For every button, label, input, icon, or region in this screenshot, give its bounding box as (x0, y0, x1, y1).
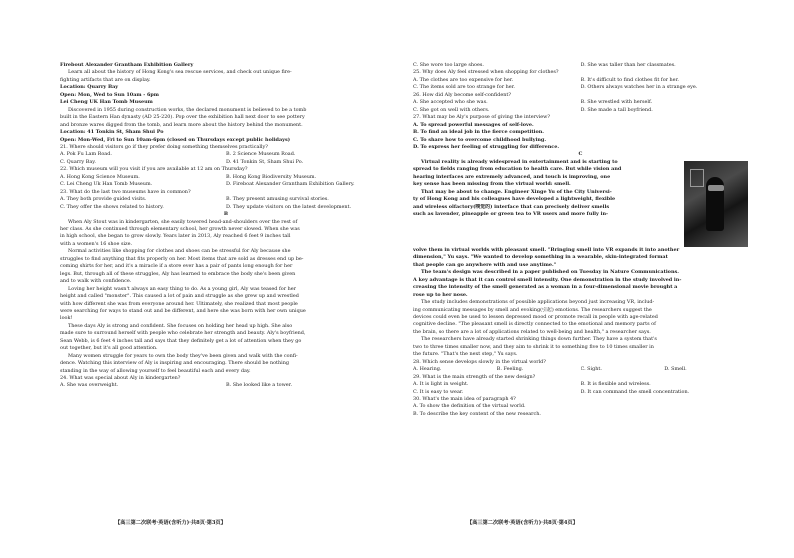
paragraph-start-line: Many women struggle for years to own the body they've been given and walk with the confi- (68, 352, 298, 359)
answer-option: C. Sight. (580, 366, 602, 373)
answer-option: C. She got on well with others. (413, 106, 490, 113)
text-line: coming shirts for her, and it's a miracle if a store ever has a pair of pants long enough for her (60, 263, 293, 270)
answer-option: D. She was taller than her classmates. (580, 62, 676, 68)
paragraph-start-line: Learn all about the history of Hong Kong's sea rescue services, and check out unique fire- (68, 69, 292, 76)
answer-options-row (413, 99, 748, 106)
bold-text-line: and wireless olfactory(嗅觉的) interface that can precisely deliver smells (413, 203, 610, 210)
bold-text-line: B. To find an ideal job in the fierce competition. (413, 129, 544, 136)
text-line: the future. "That's the next step," Yu says. (413, 351, 518, 358)
answer-option: C. It is easy to wear. (413, 388, 464, 395)
question-stem: 30. What's the main idea of paragraph 4? (413, 395, 516, 402)
answer-option: A. It is light in weight. (413, 381, 469, 388)
answer-options-row (413, 389, 748, 396)
bold-text-line: Lei Cheng UK Han Tomb Museum (60, 99, 153, 106)
footer-left: 【高三第二次联考·英语(含听力)·共8页·第3页】 (115, 520, 226, 526)
answer-option: C. The items sold are too strange for her. (413, 84, 515, 91)
answer-option: A. Hong Kong Science Museum. (60, 173, 140, 180)
text-line: fighting artifacts that are on display. (60, 76, 151, 83)
bold-text-line: A. To spread powerful messages of self-love. (413, 121, 534, 128)
paragraph-start-line: The study includes demonstrations of possible applications beyond just increasing VR, includ- (421, 299, 655, 306)
text-line: with a women's 16 shoe size. (60, 240, 133, 247)
answer-options-row (60, 196, 392, 203)
question-stem: 29. What is the main strength of the new design? (413, 373, 536, 380)
question-stem: 25. Why does Aly feel stressed when shopping for clothes? (413, 69, 559, 76)
text-line: out together, but it's all good attention. (60, 345, 158, 352)
question-stem: 23. What do the last two museums have in common? (60, 188, 191, 195)
passage-c-intro-text (413, 159, 678, 219)
footer-right: 【高三第二次联考·英语(含听力)·共8页·第4页】 (467, 520, 578, 526)
bold-text-line: volve them in virtual worlds with pleasant smell. "Bringing smell into VR expands it into another (413, 246, 680, 253)
bold-text-line: dimension," Yu says. "We wanted to develop something in a wearable, skin-integrated format (413, 254, 668, 261)
bold-text-line: D. To express her feeling of struggling for difference. (413, 143, 560, 150)
section-heading: C (578, 151, 583, 158)
question-stem: 27. What may be Aly's purpose of giving the interview? (413, 114, 550, 121)
answer-options-row (60, 382, 392, 389)
answer-option: D. Fireboat Alexander Grantham Exhibition Gallery. (226, 181, 355, 188)
text-line: standing in the way of allowing yourself to feel beautiful each and every day. (60, 367, 251, 374)
question-stem: 28. Which sense develops slowly in the virtual world? (413, 358, 546, 365)
left-page-column (60, 62, 392, 390)
text-line: height and called "monster". This caused a lot of pain and struggle as she grew up and wrestled (60, 293, 299, 300)
paragraph-start-line: These days Aly is strong and confident. She focuses on holding her head up high. She also (68, 322, 293, 329)
text-line: Sean Webb, is 6 feet 4 inches tall and says that they definitely get a lot of attention when they go (60, 337, 302, 344)
answer-option: C. She wore too large shoes. (413, 62, 484, 68)
answer-option: D. 41 Tonkin St, Sham Shui Po. (226, 158, 304, 165)
text-line: and to walk with confidence. (60, 278, 132, 285)
answer-options-row (60, 174, 392, 181)
bold-text-line: Open: Mon-Wed, Fri to Sun 10am-6pm (closed on Thursdays except public holidays) (60, 136, 291, 143)
text-line: ing communicating messages by smell and evoking(引起) emotions. The researchers suggest the (413, 306, 652, 313)
question-stem: 24. What was special about Aly in kindergarten? (60, 375, 181, 382)
answer-option: B. She wrestled with herself. (580, 99, 653, 106)
bold-text-line: creasing the intensity of the smell generated as a woman in a four-dimensional movie brought a (413, 284, 678, 291)
bold-text-line: rose up to her nose. (413, 291, 468, 298)
bold-text-line: that people can go anywhere with and use anytime." (413, 261, 557, 268)
text-line: built in the Eastern Han dynasty (AD 25-220). Pop over the exhibition hall next door to see pottery (60, 114, 305, 121)
answer-options-row (413, 107, 748, 114)
text-line: dence. Watching this interview of Aly is inspiring and encouraging. There should be nothing (60, 360, 290, 367)
text-line: devices could even be used to lessen depressed mood or promote recall in people with age-related (413, 313, 658, 320)
text-line: look! (60, 315, 73, 322)
text-line: cognitive decline. "The pleasant smell is directly connected to the emotional and memory parts of (413, 321, 656, 328)
paragraph-start-line: Loving her height wasn't always an easy thing to do. As a young girl, Aly was teased for her (68, 285, 297, 292)
bold-text-line: Firebout Alexander Grantham Exhibition Gallery (60, 62, 194, 68)
question-stem: 26. How did Aly become self-confident? (413, 91, 511, 98)
text-line: made sure to surround herself with people who celebrate her strength and beauty. Aly's boyfriend, (60, 330, 306, 337)
bold-text-line: Location: Quarry Bay (60, 84, 119, 91)
answer-option: D. It can command the smell concentration. (580, 388, 690, 395)
answer-options-row (413, 84, 748, 91)
bold-text-line: spread to fields ranging from education to health care. But while vision and (413, 166, 622, 173)
right-top-block (413, 62, 748, 159)
answer-option: A. Hearing. (413, 366, 442, 373)
answer-option: B. Hong Kong Biodiversity Museum. (226, 173, 317, 180)
paragraph-start-line: The team's design was described in a paper published on Tuesday in Nature Communications. (421, 269, 679, 276)
answer-option: B. It's difficult to find clothes fit for her. (580, 76, 679, 83)
answer-options-row (60, 159, 392, 166)
answer-option: D. She made a tall boyfriend. (580, 106, 653, 113)
answer-option: A. She was overweight. (60, 382, 119, 389)
question-stem: 21. Where should visitors go if they prefer doing something themselves practically? (60, 143, 268, 150)
passage-c-intro (413, 159, 748, 247)
answer-options-row (60, 181, 392, 188)
paragraph-start-line: The researchers have already started shrinking things down further. They have a system that's (421, 336, 657, 343)
answer-options-row (413, 381, 748, 388)
text-line: two to three times smaller now, and they aim to shrink it to something five to 10 times smaller in (413, 343, 654, 350)
text-line: her class. As she continued through elementary school, her growth never slowed. When she was (60, 225, 300, 232)
paragraph-start-line: When Aly Stout was in kindergarten, she easily towered head-and-shoulders over the rest of (68, 218, 298, 225)
right-bottom-block (413, 247, 748, 418)
text-line: legs. But, through all of these struggles, Aly has learned to embrace the body she's been given (60, 270, 296, 277)
bold-text-line: C. To share how to overcome childhood bullying. (413, 136, 547, 143)
text-line: in high school, she began to grow slowly. Years later in 2013, Aly reached 6 feet 9 inches tall (60, 233, 291, 240)
answer-option: B. 2 Science Museum Road. (226, 151, 296, 158)
answer-option: A. Pok Fu Lam Road. (60, 151, 112, 158)
answer-option: D. They update visitors on the latest development. (226, 203, 352, 210)
answer-options-row (60, 151, 392, 158)
text-line: A. To show the definition of the virtual world. (413, 403, 526, 410)
question-stem: 22. Which museum will you visit if you are available at 12 am on Thursday? (60, 166, 248, 173)
bold-text-line: hearing interfaces are extremely advanced, and touch is improving, one (413, 173, 611, 180)
bold-text-line: ty of Hong Kong and his colleagues have developed a lightweight, flexible (413, 196, 616, 203)
right-page-column (413, 62, 748, 418)
bold-text-line: Open: Mon, Wed to Sun 10am - 6pm (60, 91, 159, 98)
answer-options-row (413, 366, 748, 373)
vr-headset-icon (708, 185, 724, 191)
answer-option: A. She accepted who she was. (413, 99, 488, 106)
text-line: with how different she was from everyone around her. Ultimately, she realized that most people (60, 300, 298, 307)
text-line: struggles to find anything that fits properly on her. Most items that are sold as dresses end up be- (60, 255, 304, 262)
bold-text-line: such as lavender, pineapple or green tea to VR users and more fully in- (413, 211, 609, 218)
answer-option: C. Quarry Bay. (60, 158, 96, 165)
bold-text-line: Location: 41 Tonkin St, Sham Shui Po (60, 129, 164, 136)
answer-option: D. Smell. (664, 366, 687, 373)
answer-option: A. They both provide guided visits. (60, 196, 147, 203)
answer-option: B. Feeling. (496, 366, 524, 373)
text-line: B. To describe the key content of the new research. (413, 410, 541, 417)
paragraph-start-line: Virtual reality is already widespread in entertainment and is starting to (421, 158, 618, 165)
answer-options-row (413, 77, 748, 84)
photo-frame-shape (690, 169, 704, 187)
paragraph-start-line: Discovered in 1955 during construction works, the declared monument is believed to be a tomb (68, 106, 307, 113)
section-heading: B (223, 211, 229, 218)
bold-text-line: key sense has been missing from the virtual world: smell. (413, 181, 571, 188)
answer-options-row (413, 62, 748, 69)
bold-text-line: A key advantage is that it can control smell intensity. One demonstration in the study involved in- (413, 276, 682, 283)
answer-options-row (60, 204, 392, 211)
paragraph-start-line: Normal activities like shopping for clothes and shoes can be stressful for Aly because she (68, 248, 291, 255)
text-line: the brain, so there are a lot of applications related to well-being and health," a researcher says. (413, 328, 651, 335)
answer-option: B. She looked like a tower. (226, 382, 293, 389)
answer-option: D. Others always watches her in a strange eye. (580, 84, 698, 91)
answer-option: C. They offer the shows related to history. (60, 203, 164, 210)
answer-option: B. They present amusing survival stories. (226, 196, 329, 203)
answer-option: A. The clothes are too expensive for her. (413, 76, 514, 83)
text-line: and bronze wares digged from the tomb, and learn more about the history behind the monument. (60, 121, 303, 128)
paragraph-start-line: That may be about to change. Engineer Xinge Yu of the City Universi- (421, 188, 612, 195)
vr-user-photo (684, 161, 748, 247)
text-line: were searching for ways to stand out and be different, and here she was born with her own unique (60, 307, 306, 314)
answer-option: C. Lei Cheng Uk Han Tomb Museum. (60, 181, 153, 188)
answer-option: B. It is flexible and wireless. (580, 381, 651, 388)
